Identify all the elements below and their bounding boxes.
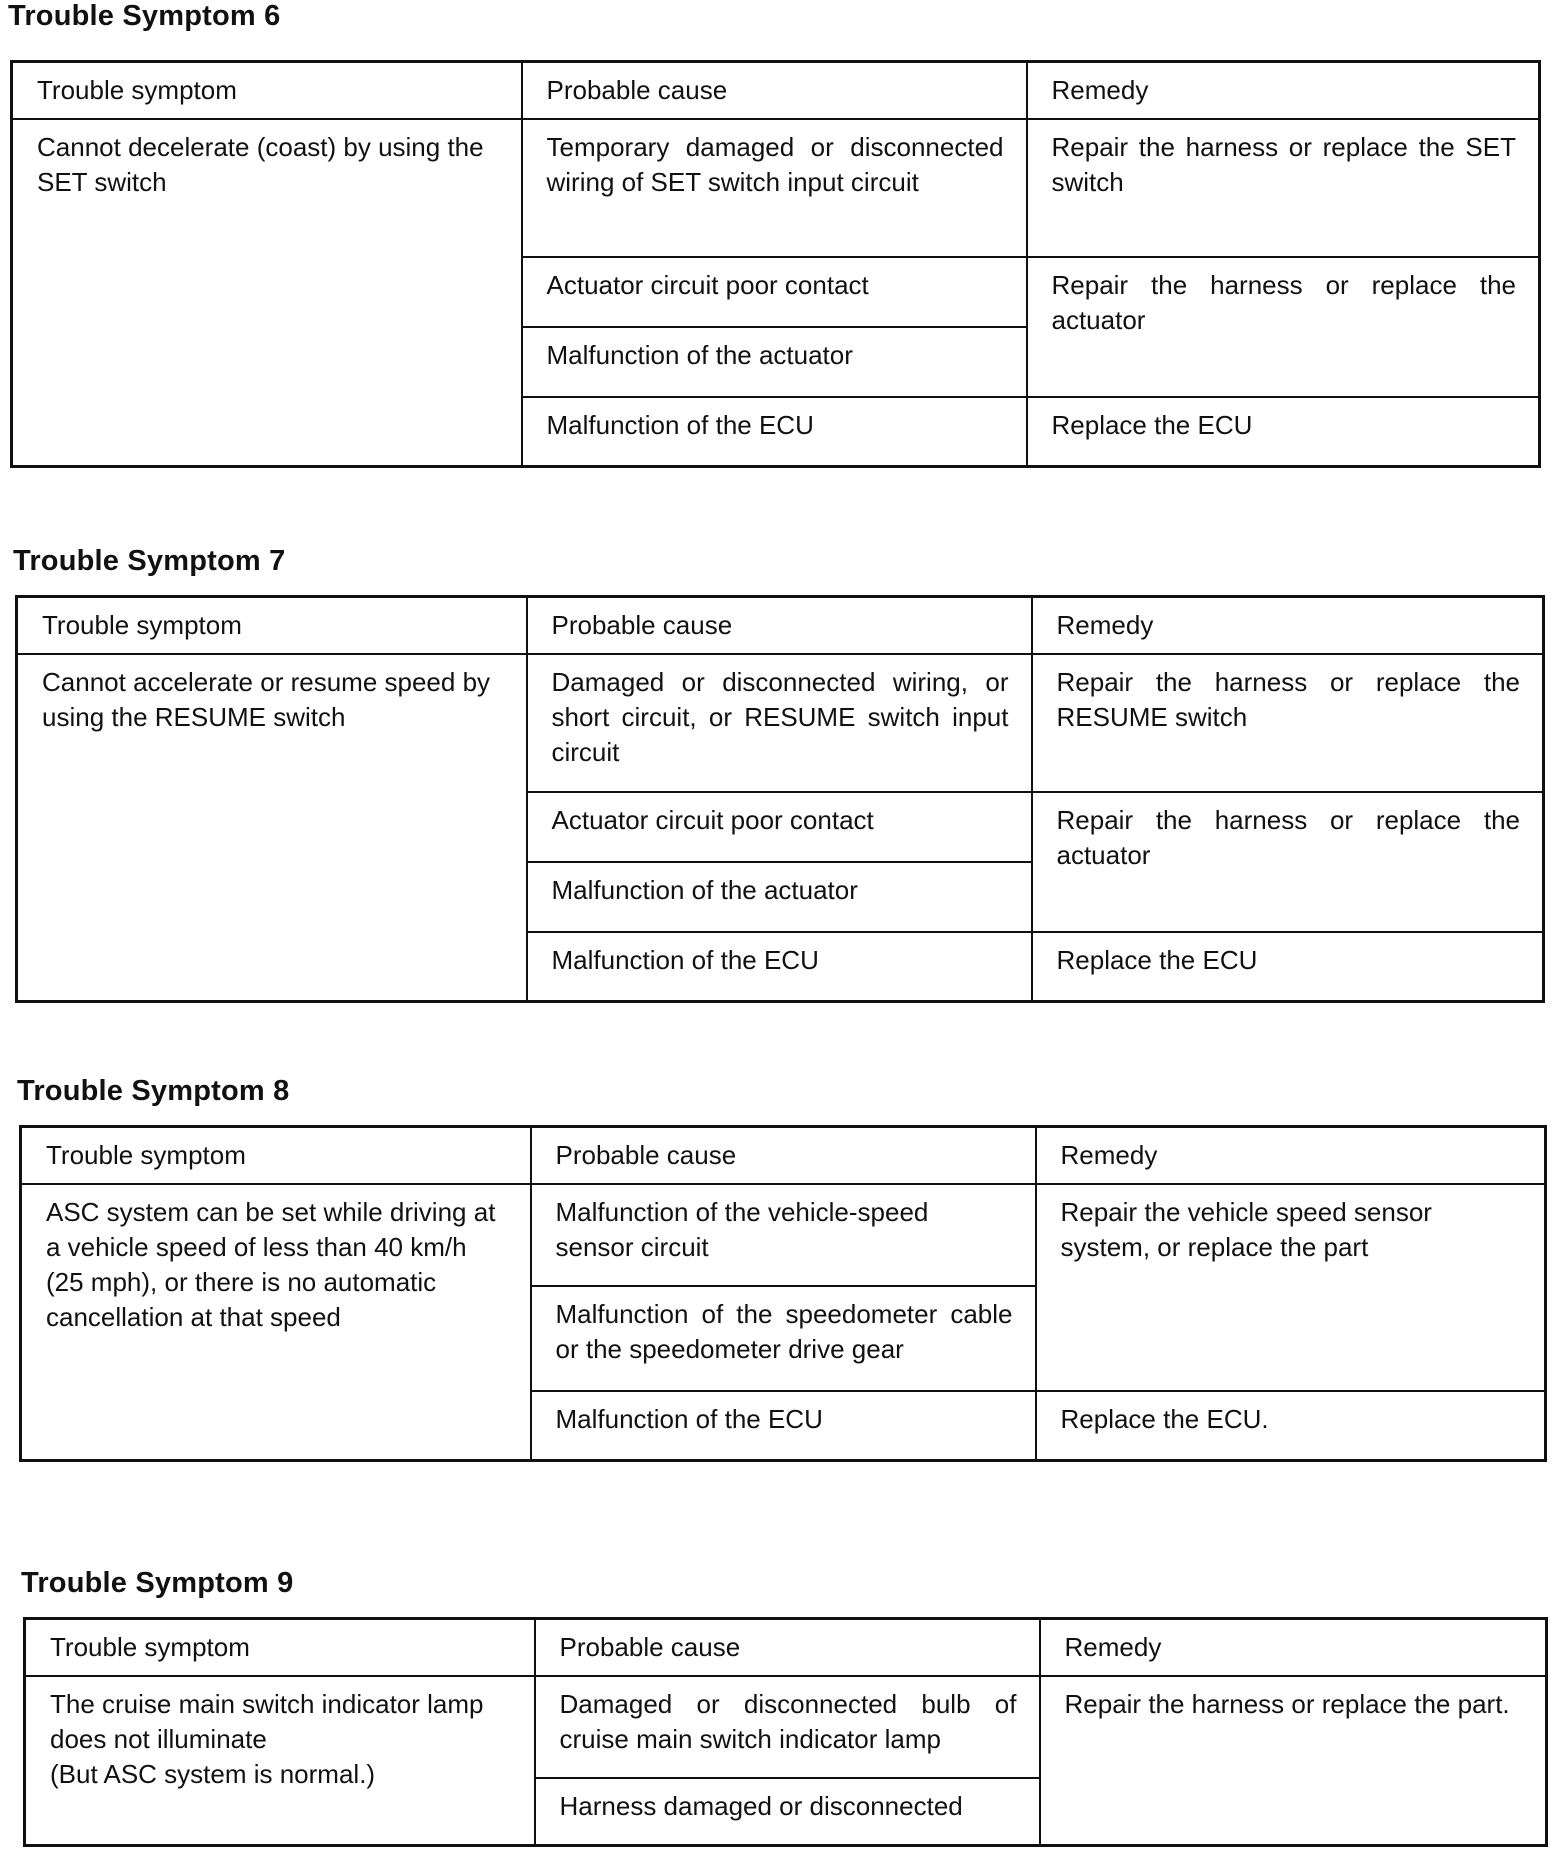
section-trouble-symptom-9 [21,1567,1549,1852]
cause-cell: Actuator circuit poor contact [527,792,1032,862]
symptom-cell [25,1676,535,1846]
header-remedy: Remedy [1040,1619,1547,1676]
header-trouble-symptom: Trouble symptom [17,597,527,654]
cause-cell: Malfunction of the actuator [527,862,1032,932]
section-trouble-symptom-7 [13,545,1545,1015]
remedy-cell: Replace the ECU [1027,397,1540,467]
remedy-cell: Repair the harness or replace the actuator [1027,257,1540,397]
symptom-text: Cannot decelerate (coast) by using the SET switch [37,131,484,197]
header-probable-cause: Probable cause [527,597,1032,654]
table-header-row [25,1619,1547,1676]
cause-cell: Damaged or disconnected bulb of cruise main switch indicator lamp [535,1676,1040,1778]
symptom-text: Cannot accelerate or resume speed by using the RESUME switch [42,666,491,732]
cause-cell: Damaged or disconnected wiring, or short circuit, or RESUME switch input circuit [527,654,1032,792]
cause-cell: Malfunction of the ECU [527,932,1032,1002]
cause-cell: Malfunction of the ECU [531,1391,1036,1461]
cause-cell: Temporary damaged or disconnected wiring of SET switch input circuit [522,119,1027,257]
cause-cell: Malfunction of the ECU [522,397,1027,467]
trouble-table [10,60,1541,468]
header-trouble-symptom: Trouble symptom [12,62,522,119]
remedy-cell: Replace the ECU [1032,932,1544,1002]
header-probable-cause: Probable cause [535,1619,1040,1676]
table-header-row [21,1127,1546,1184]
section-title: Trouble Symptom 6 [8,0,281,32]
symptom-note: (But ASC system is normal.) [50,1758,376,1789]
remedy-cell: Repair the vehicle speed sensor system, or replace the part [1036,1184,1546,1391]
symptom-text: ASC system can be set while driving at a vehicle speed of less than 40 km/h (25 mph), or there is no automatic cancellation at that speed [46,1196,496,1332]
header-remedy: Remedy [1027,62,1540,119]
header-remedy: Remedy [1032,597,1544,654]
trouble-table [23,1617,1548,1847]
section-trouble-symptom-6 [8,0,1543,480]
cause-cell: Malfunction of the actuator [522,327,1027,397]
cause-cell: Actuator circuit poor contact [522,257,1027,327]
table-row [12,119,1540,257]
header-remedy: Remedy [1036,1127,1546,1184]
table-row [25,1676,1547,1778]
section-title: Trouble Symptom 7 [13,545,286,577]
table-header-row [17,597,1544,654]
symptom-cell [21,1184,531,1461]
remedy-cell: Repair the harness or replace the actuator [1032,792,1544,932]
header-trouble-symptom: Trouble symptom [25,1619,535,1676]
table-row [17,654,1544,792]
table-row [21,1184,1546,1286]
remedy-cell: Repair the harness or replace the part. [1040,1676,1547,1846]
symptom-text: The cruise main switch indicator lamp does not illuminate [50,1688,484,1754]
trouble-table [19,1125,1547,1462]
trouble-table [15,595,1545,1003]
symptom-cell [12,119,522,467]
header-probable-cause: Probable cause [522,62,1027,119]
cause-cell: Malfunction of the vehicle-speed sensor circuit [531,1184,1036,1286]
cause-cell: Harness damaged or disconnected [535,1778,1040,1846]
symptom-cell [17,654,527,1002]
remedy-cell: Replace the ECU. [1036,1391,1546,1461]
cause-cell: Malfunction of the speedometer cable or the speedometer drive gear [531,1286,1036,1391]
remedy-cell: Repair the harness or replace the SET switch [1027,119,1540,257]
header-probable-cause: Probable cause [531,1127,1036,1184]
section-trouble-symptom-8 [17,1075,1547,1475]
table-header-row [12,62,1540,119]
remedy-cell: Repair the harness or replace the RESUME switch [1032,654,1544,792]
section-title: Trouble Symptom 9 [21,1567,294,1599]
section-title: Trouble Symptom 8 [17,1075,290,1107]
header-trouble-symptom: Trouble symptom [21,1127,531,1184]
